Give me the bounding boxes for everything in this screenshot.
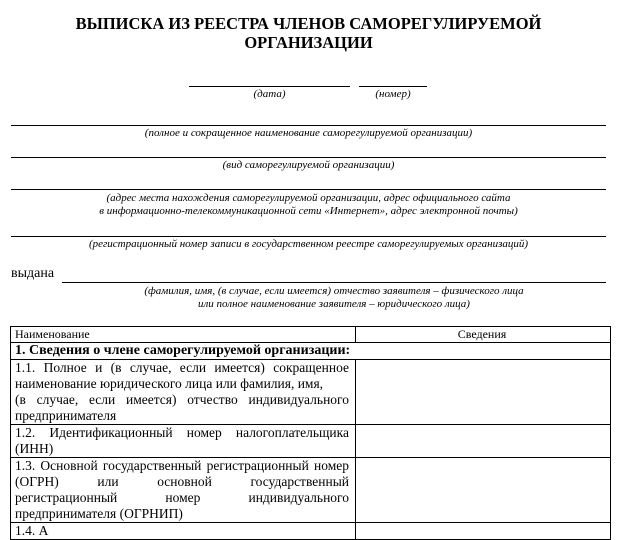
title-line-1: ВЫПИСКА ИЗ РЕЕСТРА ЧЛЕНОВ САМОРЕГУЛИРУЕМОЙ xyxy=(75,14,542,33)
row-label-line: 1.1. Полное и (в случае, если имеется) сокращенное xyxy=(15,360,349,375)
row-label xyxy=(11,425,356,458)
table-row xyxy=(11,360,611,425)
number-caption: (номер) xyxy=(375,88,411,100)
row-label-line: 1.2. Идентификационный номер налогоплательщика xyxy=(15,425,349,440)
title-line-2: ОРГАНИЗАЦИИ xyxy=(244,33,373,52)
address-field-line[interactable] xyxy=(11,189,606,190)
header-details: Сведения xyxy=(356,327,611,343)
number-field-line[interactable] xyxy=(359,86,427,87)
date-caption: (дата) xyxy=(253,88,286,100)
row-label-line: (ИНН) xyxy=(15,441,54,456)
table-header-row xyxy=(11,327,611,343)
row-label xyxy=(11,523,356,540)
table-row xyxy=(11,458,611,523)
row-value-cell[interactable] xyxy=(356,425,611,458)
reg-number-field-line[interactable] xyxy=(11,236,606,237)
row-value-cell[interactable] xyxy=(356,458,611,523)
register-table xyxy=(10,326,611,540)
row-value-cell[interactable] xyxy=(356,360,611,425)
row-label xyxy=(11,458,356,523)
section-1-title: 1. Сведения о члене саморегулируемой организации: xyxy=(11,343,611,360)
section-row xyxy=(11,343,611,360)
org-type-field-line[interactable] xyxy=(11,157,606,158)
table-row xyxy=(11,523,611,540)
document-title xyxy=(0,14,617,52)
row-label-line: (ОГРН) или основной государственный xyxy=(15,474,349,489)
reg-number-caption: (регистрационный номер записи в государственном реестре саморегулируемых организаций) xyxy=(88,238,529,250)
row-label-line: (в случае, если имеется) отчество индивидуального xyxy=(15,392,349,407)
issued-label: выдана xyxy=(11,266,55,281)
row-label-line: 1.3. Основной государственный регистрационный номер xyxy=(15,458,349,473)
org-name-caption: (полное и сокращенное наименование саморегулируемой организации) xyxy=(144,127,473,139)
applicant-caption-line-2: или полное наименование заявителя – юридического лица) xyxy=(198,298,470,310)
row-value-cell[interactable] xyxy=(356,523,611,540)
org-type-caption: (вид саморегулируемой организации) xyxy=(222,159,395,171)
row-label xyxy=(11,360,356,425)
org-name-field-line[interactable] xyxy=(11,125,606,126)
row-label-line: регистрационный номер индивидуального xyxy=(15,490,349,505)
applicant-field-line[interactable] xyxy=(62,282,606,283)
address-caption-line-1: (адрес места нахождения саморегулируемой организации, адрес официального сайта xyxy=(106,192,511,204)
row-label-line: 1.4. А xyxy=(15,523,49,538)
table-row xyxy=(11,425,611,458)
address-caption-line-2: в информационно-телекоммуникационной сети «Интернет», адрес электронной почты) xyxy=(99,205,518,217)
row-label-line: предпринимателя xyxy=(15,408,117,423)
header-name: Наименование xyxy=(11,327,356,343)
date-field-line[interactable] xyxy=(189,86,350,87)
row-label-line: предпринимателя (ОГРНИП) xyxy=(15,506,183,521)
applicant-caption-line-1: (фамилия, имя, (в случае, если имеется) отчество заявителя – физического лица xyxy=(144,285,524,297)
row-label-line: наименование юридического лица или фамилия, имя, xyxy=(15,376,324,391)
